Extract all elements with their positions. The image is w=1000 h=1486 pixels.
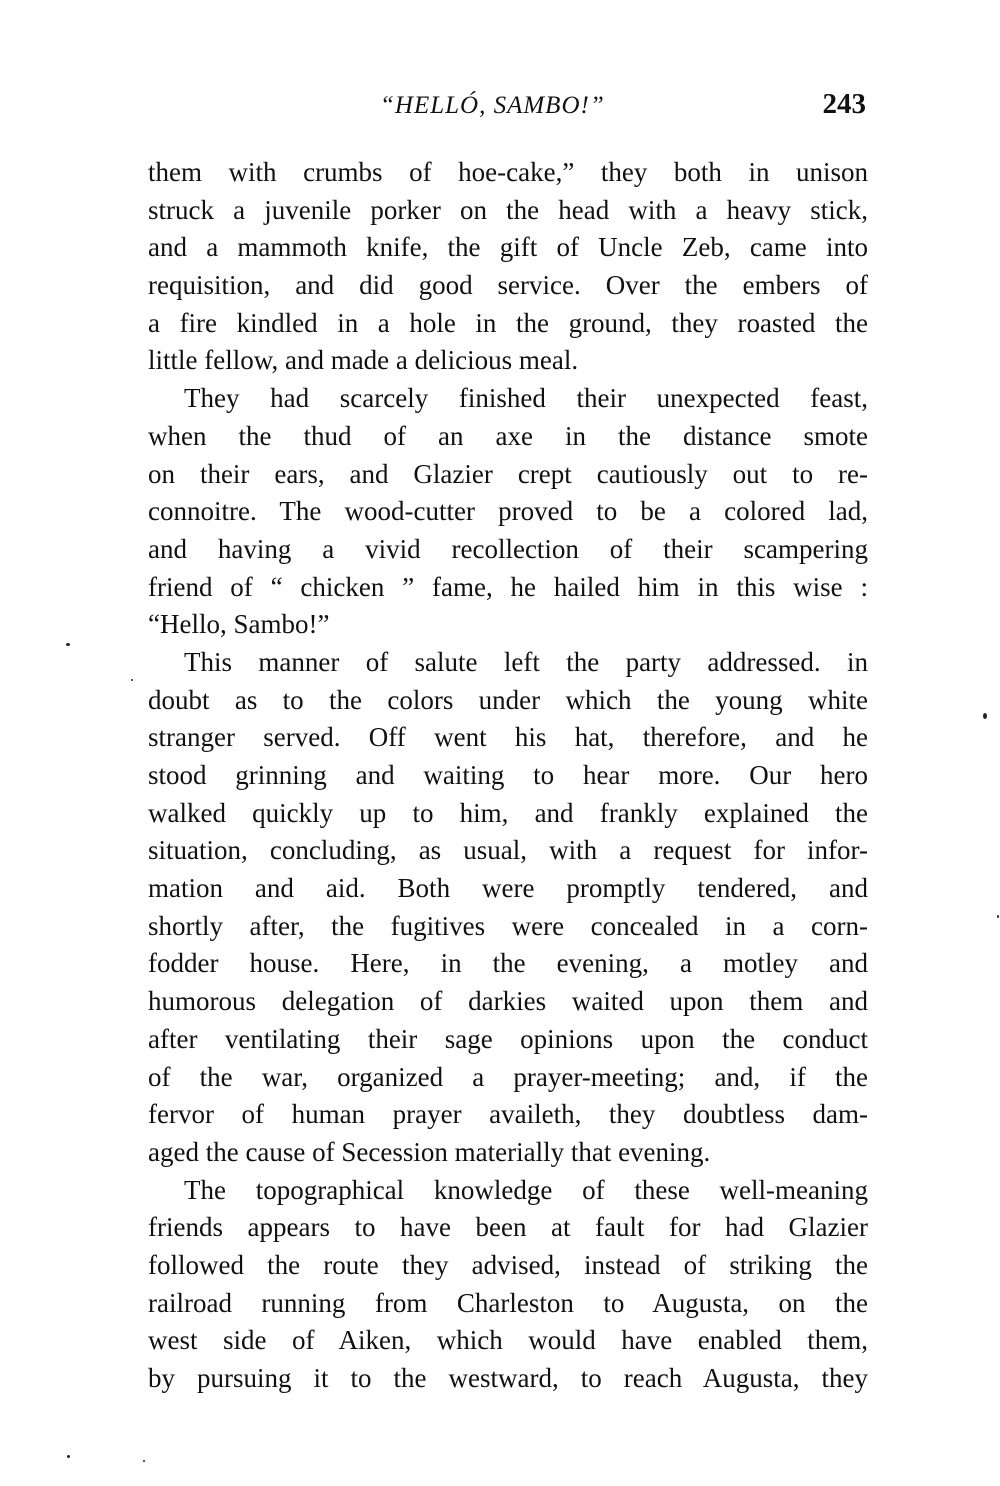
text-line: walked quickly up to him, and frankly explained the <box>148 797 868 828</box>
text-line: a fire kindled in a hole in the ground, they roasted the <box>148 307 868 338</box>
page-number: 243 <box>822 88 866 120</box>
text-line: west side of Aiken, which would have enabled them, <box>148 1325 868 1356</box>
text-line: situation, concluding, as usual, with a request for infor- <box>148 835 868 866</box>
text-line: them with crumbs of hoe-cake,” they both in unison <box>148 157 868 187</box>
text-line: stranger served. Off went his hat, therefore, and he <box>148 722 868 753</box>
text-line: on their ears, and Glazier crept cautiously out to re- <box>148 458 868 489</box>
scan-speck <box>67 1455 70 1458</box>
text-line: “Hello, Sambo!” <box>148 609 330 640</box>
text-line: humorous delegation of darkies waited upon them and <box>148 986 868 1017</box>
scan-speck <box>143 1460 145 1462</box>
text-line: aged the cause of Secession materially that evening. <box>148 1136 711 1167</box>
running-head <box>148 88 868 128</box>
scan-speck <box>997 915 999 918</box>
text-line: stood grinning and waiting to hear more. Our hero <box>148 760 868 790</box>
text-line: and having a vivid recollection of their scampering <box>148 533 868 564</box>
text-line: requisition, and did good service. Over the embers of <box>148 270 868 301</box>
text-line: The topographical knowledge of these well-meaning <box>184 1174 868 1205</box>
text-line: railroad running from Charleston to Augusta, on the <box>148 1287 868 1318</box>
scan-speck <box>131 679 133 681</box>
text-line: shortly after, the fugitives were concealed in a corn- <box>148 910 868 941</box>
body-text <box>148 154 868 1398</box>
text-line: friends appears to have been at fault for had Glazier <box>148 1212 868 1243</box>
running-title: “HELLÓ, SAMBO!” <box>380 92 605 119</box>
text-line: fervor of human prayer availeth, they doubtless dam- <box>148 1099 868 1130</box>
text-line: mation and aid. Both were promptly tendered, and <box>148 873 868 904</box>
text-line: friend of “ chicken ” fame, he hailed him in this wise : <box>148 571 868 602</box>
text-line: doubt as to the colors under which the young white <box>148 684 868 715</box>
text-line: of the war, organized a prayer-meeting; and, if the <box>148 1061 868 1092</box>
scan-speck <box>983 713 987 719</box>
text-line: connoitre. The wood-cutter proved to be a colored lad, <box>148 496 868 527</box>
text-line: They had scarcely finished their unexpected feast, <box>184 383 868 414</box>
text-line: followed the route they advised, instead of striking the <box>148 1249 868 1280</box>
text-line: fodder house. Here, in the evening, a motley and <box>148 948 868 979</box>
text-line: when the thud of an axe in the distance smote <box>148 420 868 451</box>
text-line: and a mammoth knife, the gift of Uncle Zeb, came into <box>148 232 868 263</box>
text-line: struck a juvenile porker on the head with a heavy stick, <box>148 194 868 225</box>
text-line: This manner of salute left the party addressed. in <box>184 646 868 677</box>
text-line: by pursuing it to the westward, to reach Augusta, they <box>148 1363 868 1393</box>
text-line: little fellow, and made a delicious meal. <box>148 345 579 376</box>
scan-speck <box>66 643 70 646</box>
text-line: after ventilating their sage opinions upon the conduct <box>148 1023 868 1054</box>
